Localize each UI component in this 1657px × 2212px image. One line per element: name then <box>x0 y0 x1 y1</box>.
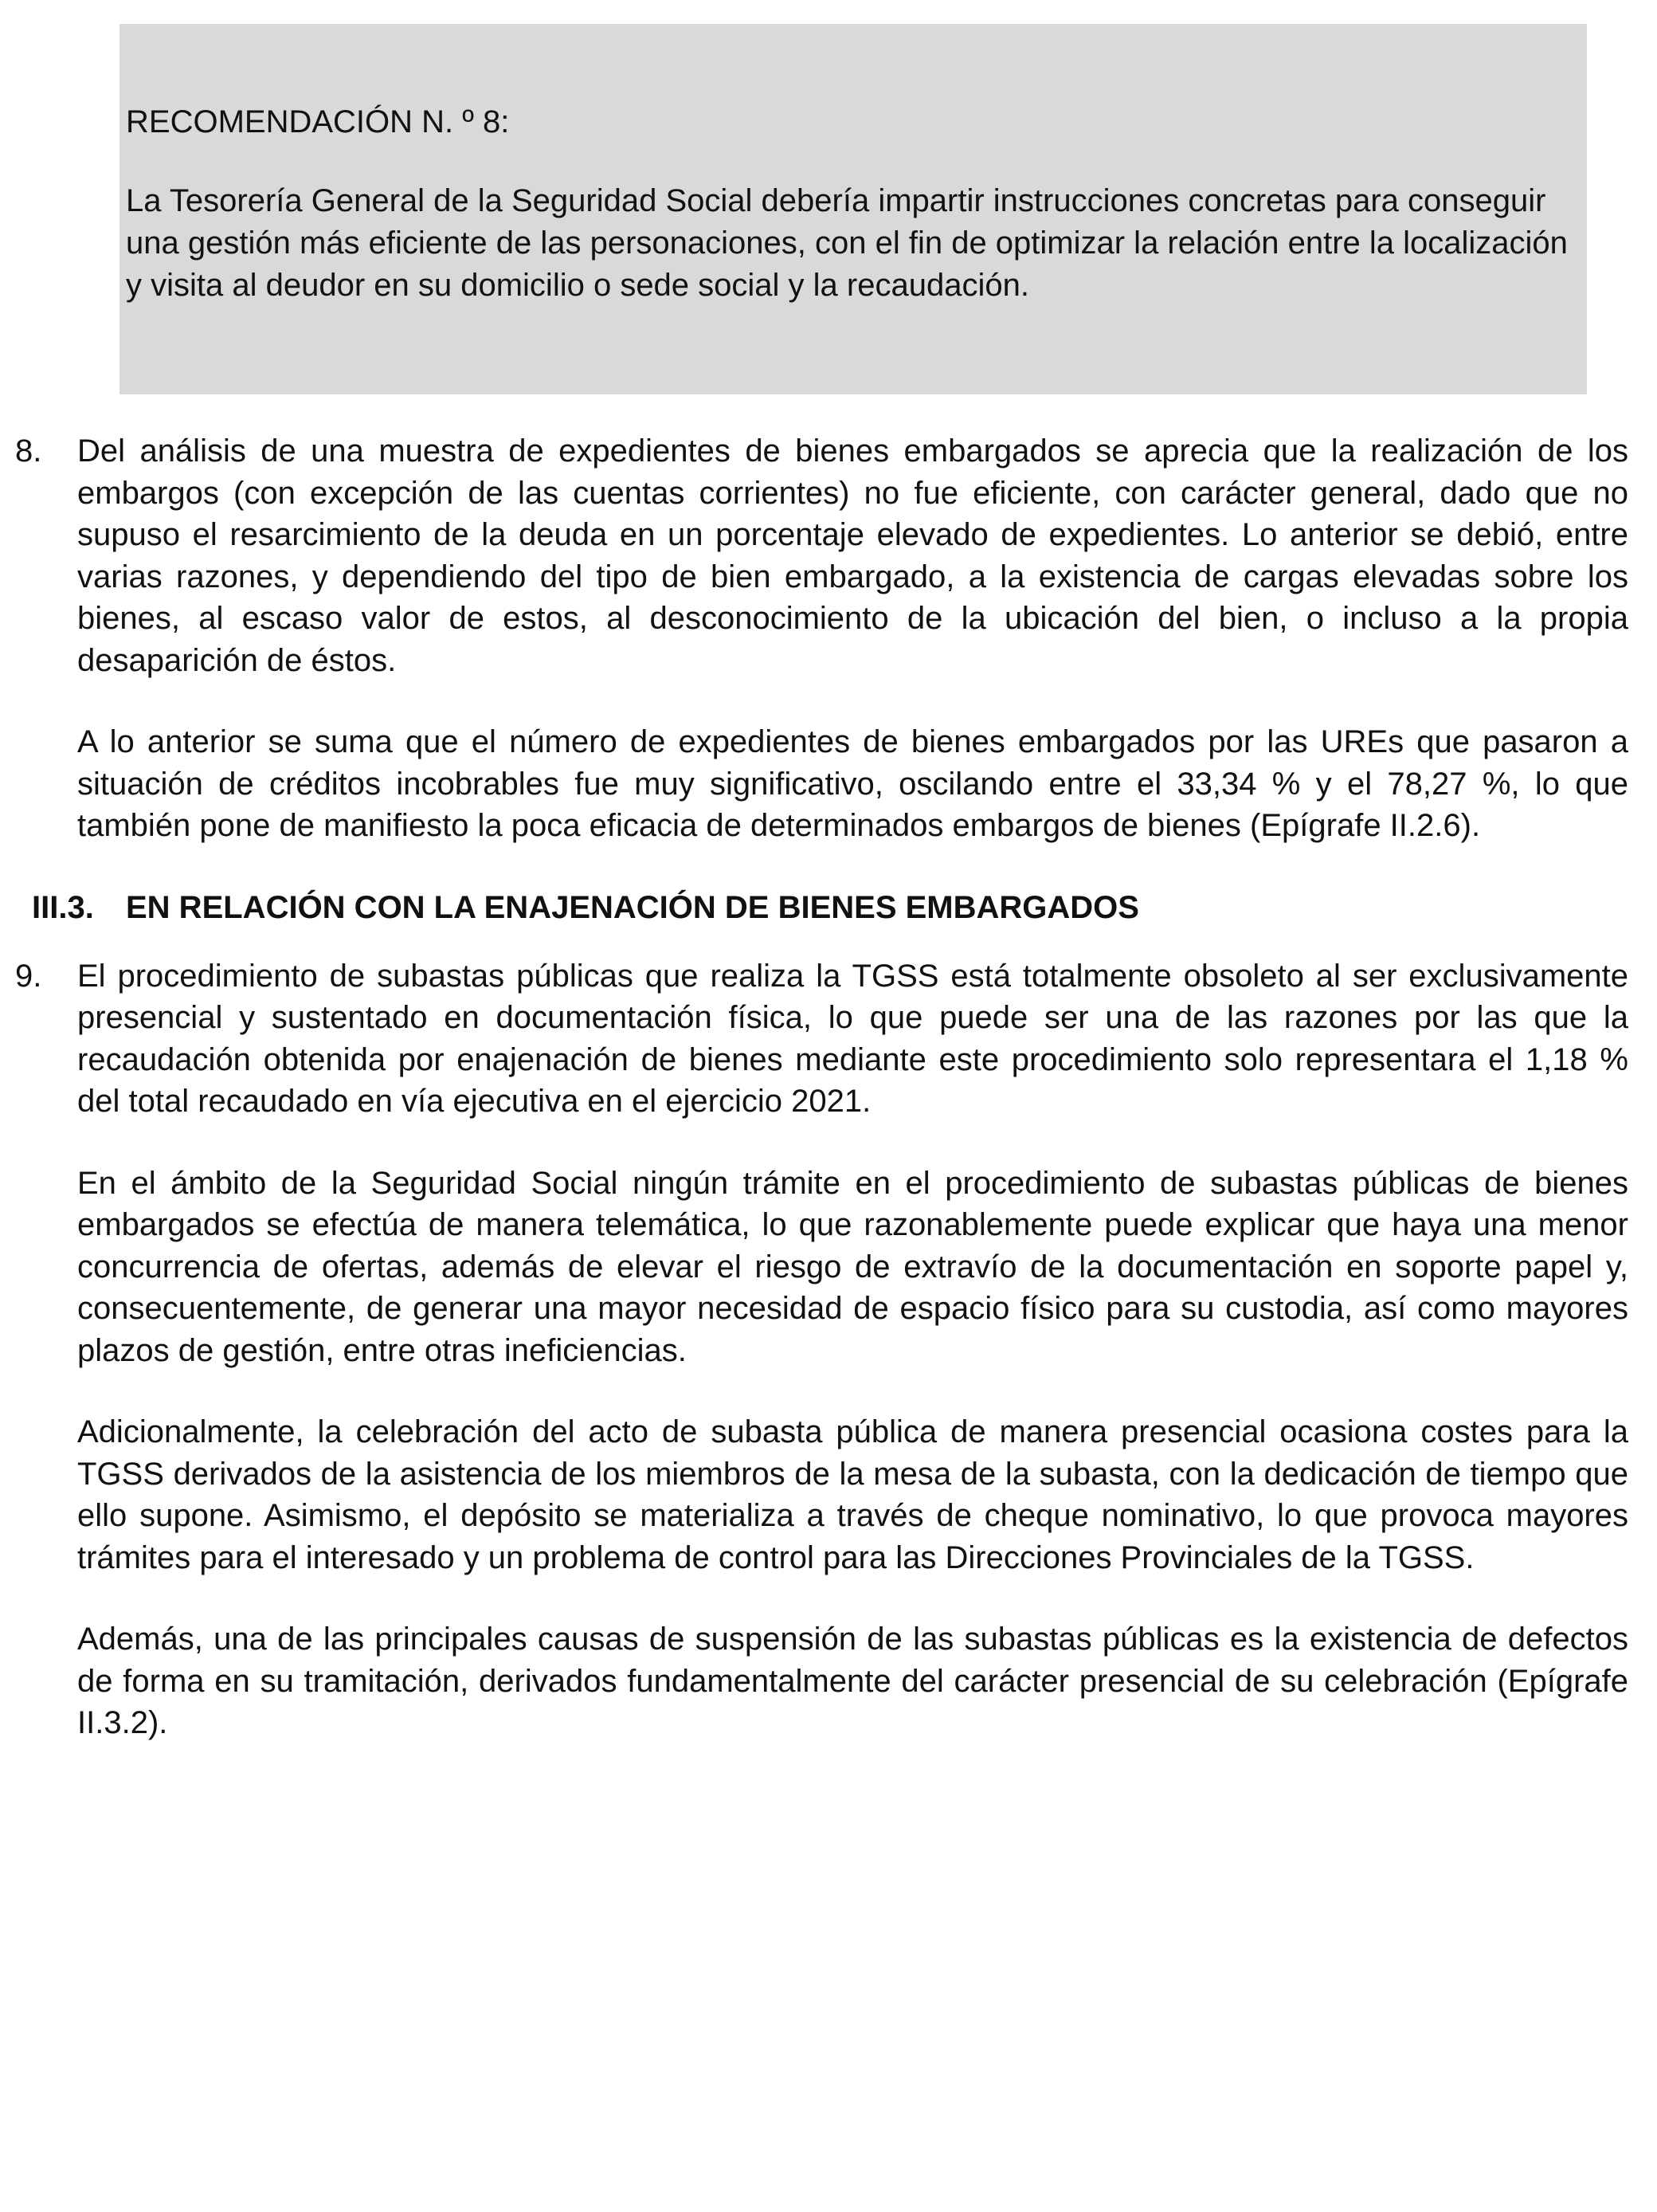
section-number: III.3. <box>32 889 94 925</box>
section-title: EN RELACIÓN CON LA ENAJENACIÓN DE BIENES EMBARGADOS <box>126 889 1139 925</box>
item-8 <box>15 430 1628 847</box>
item-9-number: 9. <box>15 958 42 994</box>
item-8-number: 8. <box>15 433 42 469</box>
item-9 <box>15 955 1628 1744</box>
recommendation-box <box>119 24 1587 394</box>
item-9-paragraph-3: Adicionalmente, la celebración del acto de subasta pública de manera presencial ocasiona costes para la TGSS derivados de la asistencia de los miembros de la mesa de la subasta, con la dedicación de tiempo que ello supone. Asimismo, el depósito se materializa a través de cheque nominativo, lo que provoca mayores trámites para el interesado y un problema de control para las Direcciones Provinciales de la TGSS. <box>77 1414 1628 1575</box>
item-9-paragraph-2: En el ámbito de la Seguridad Social ningún trámite en el procedimiento de subastas públicas de bienes embargados se efectúa de manera telemática, lo que razonablemente puede explicar que haya una menor concurrencia de ofertas, además de elevar el riesgo de extravío de la documentación en soporte papel y, consecuentemente, de generar una mayor necesidad de espacio físico para su custodia, así como mayores plazos de gestión, entre otras ineficiencias. <box>77 1165 1628 1368</box>
recommendation-title: RECOMENDACIÓN N. º 8: <box>126 104 510 139</box>
item-9-paragraph-1: El procedimiento de subastas públicas que realiza la TGSS está totalmente obsoleto al ser exclusivamente presencial y sustentado en documentación física, lo que puede ser una de las razones por las que la recaudación obtenida por enajenación de bienes mediante este procedimiento solo representara el 1,18 % del total recaudado en vía ejecutiva en el ejercicio 2021. <box>77 958 1628 1119</box>
document-body <box>0 430 1657 1784</box>
item-8-paragraph-1: Del análisis de una muestra de expedientes de bienes embargados se aprecia que la realización de los embargos (con excepción de las cuentas corrientes) no fue eficiente, con carácter general, dado que no supuso el resarcimiento de la deuda en un porcentaje elevado de expedientes. Lo anterior se debió, entre varias razones, y dependiendo del tipo de bien embargado, a la existencia de cargas elevadas sobre los bienes, al escaso valor de estos, al desconocimiento de la ubicación del bien, o incluso a la propia desaparición de éstos. <box>77 433 1628 678</box>
item-8-paragraph-2: A lo anterior se suma que el número de expedientes de bienes embargados por las UREs que pasaron a situación de créditos incobrables fue muy significativo, oscilando entre el 33,34 % y el 78,27 %, lo que también pone de manifiesto la poca eficacia de determinados embargos de bienes (Epígrafe II.2.6). <box>77 724 1628 843</box>
recommendation-text: La Tesorería General de la Seguridad Social debería impartir instrucciones concretas para conseguir una gestión más eficiente de las personaciones, con el fin de optimizar la relación entre la localización y visita al deudor en su domicilio o sede social y la recaudación. <box>126 183 1568 303</box>
item-9-paragraph-4: Además, una de las principales causas de suspensión de las subastas públicas es la existencia de defectos de forma en su tramitación, derivados fundamentalmente del carácter presencial de su celebración (Epígrafe II.3.2). <box>77 1622 1628 1740</box>
section-heading <box>0 887 1657 928</box>
